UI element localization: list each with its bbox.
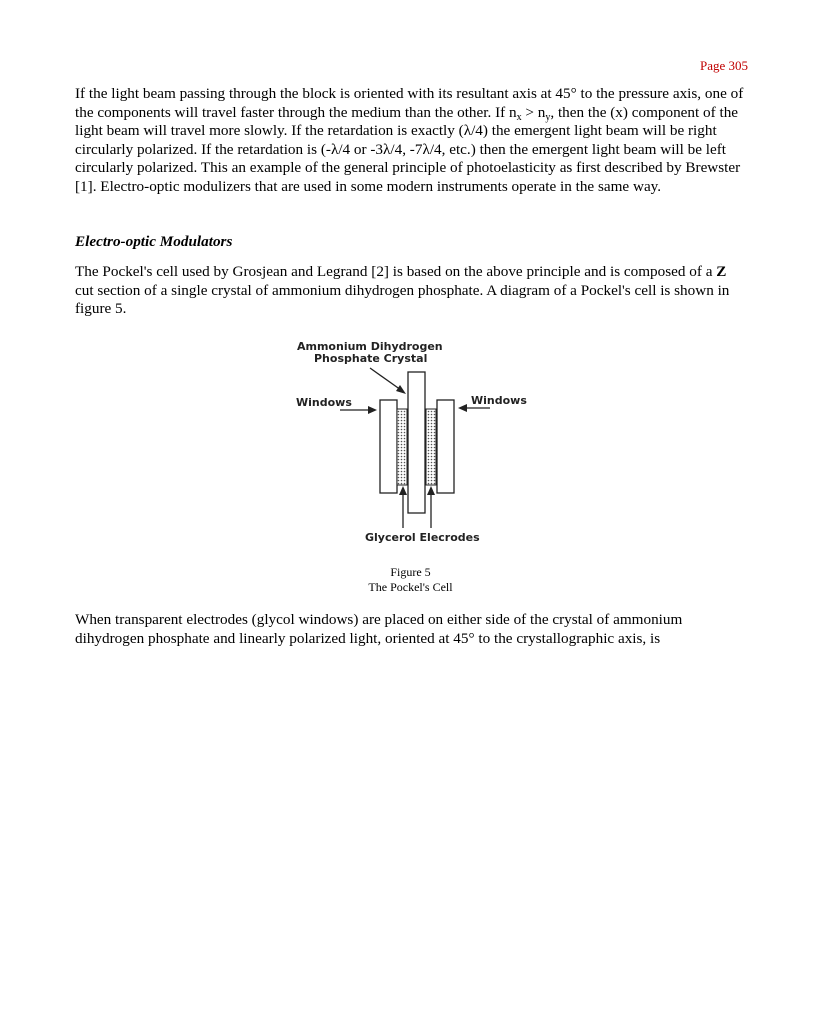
electrode-arrowhead-right <box>427 486 435 495</box>
section-heading: Electro-optic Modulators <box>75 233 233 250</box>
paragraph-text: If the light beam passing through the block is oriented with its resultant axis at 45° to the pressure axis, one of the components will travel faster through the medium than the other. If n <box>75 85 744 121</box>
subscript-x: x <box>516 111 522 123</box>
paragraph-pockels-cell <box>75 263 747 319</box>
label-windows-right: Windows <box>471 394 527 407</box>
label-crystal-line1: Ammonium Dihydrogen <box>297 340 443 353</box>
crystal-arrowhead <box>396 385 406 394</box>
diagram-drawing <box>280 335 540 550</box>
crystal-arrow <box>370 368 401 390</box>
right-glycerol-electrode <box>426 409 436 485</box>
right-window <box>437 400 454 493</box>
figure-caption-number: Figure 5 <box>390 565 431 579</box>
electrode-arrowhead-left <box>399 486 407 495</box>
paragraph-retardation <box>75 85 747 197</box>
paragraph-text: The Pockel's cell used by Grosjean and Legrand [2] is based on the above principle and is composed of a <box>75 263 717 280</box>
left-window <box>380 400 397 493</box>
paragraph-text: cut section of a single crystal of ammonium dihydrogen phosphate. A diagram of a Pockel's cell is shown in figure 5. <box>75 281 730 318</box>
left-windows-arrowhead <box>368 406 377 414</box>
paragraph-transparent-electrodes: When transparent electrodes (glycol windows) are placed on either side of the crystal of ammonium dihydrogen phosphate and linearly polarized light, oriented at 45° to the crystallographic axis, is <box>75 611 683 647</box>
paragraph-text: , then the (x) component of the light beam will travel more slowly. If the retardation is exactly (λ/4) the emergent light beam will be right circularly polarized. If the retardation is (-λ/4 or -3λ/4, -7λ/4, etc.) then the emergent light beam will be left circularly polarized. This an example of the general principle of photoelasticity as first described by Brewster [1]. Electro-optic modulizers that are used in some modern instruments operate in the same way. <box>75 103 741 195</box>
bold-z: Z <box>716 263 727 280</box>
label-windows-left: Windows <box>296 396 352 409</box>
label-electrodes: Glycerol Elecrodes <box>365 531 480 544</box>
left-glycerol-electrode <box>397 409 407 485</box>
subscript-y: y <box>545 111 551 123</box>
crystal <box>408 372 425 513</box>
right-windows-arrowhead <box>458 404 467 412</box>
paragraph-text: > n <box>521 103 546 121</box>
page-number: Page 305 <box>699 58 748 73</box>
label-crystal-line2: Phosphate Crystal <box>314 352 428 365</box>
pockels-cell-diagram <box>280 335 540 550</box>
figure-caption-title: The Pockel's Cell <box>368 580 453 594</box>
